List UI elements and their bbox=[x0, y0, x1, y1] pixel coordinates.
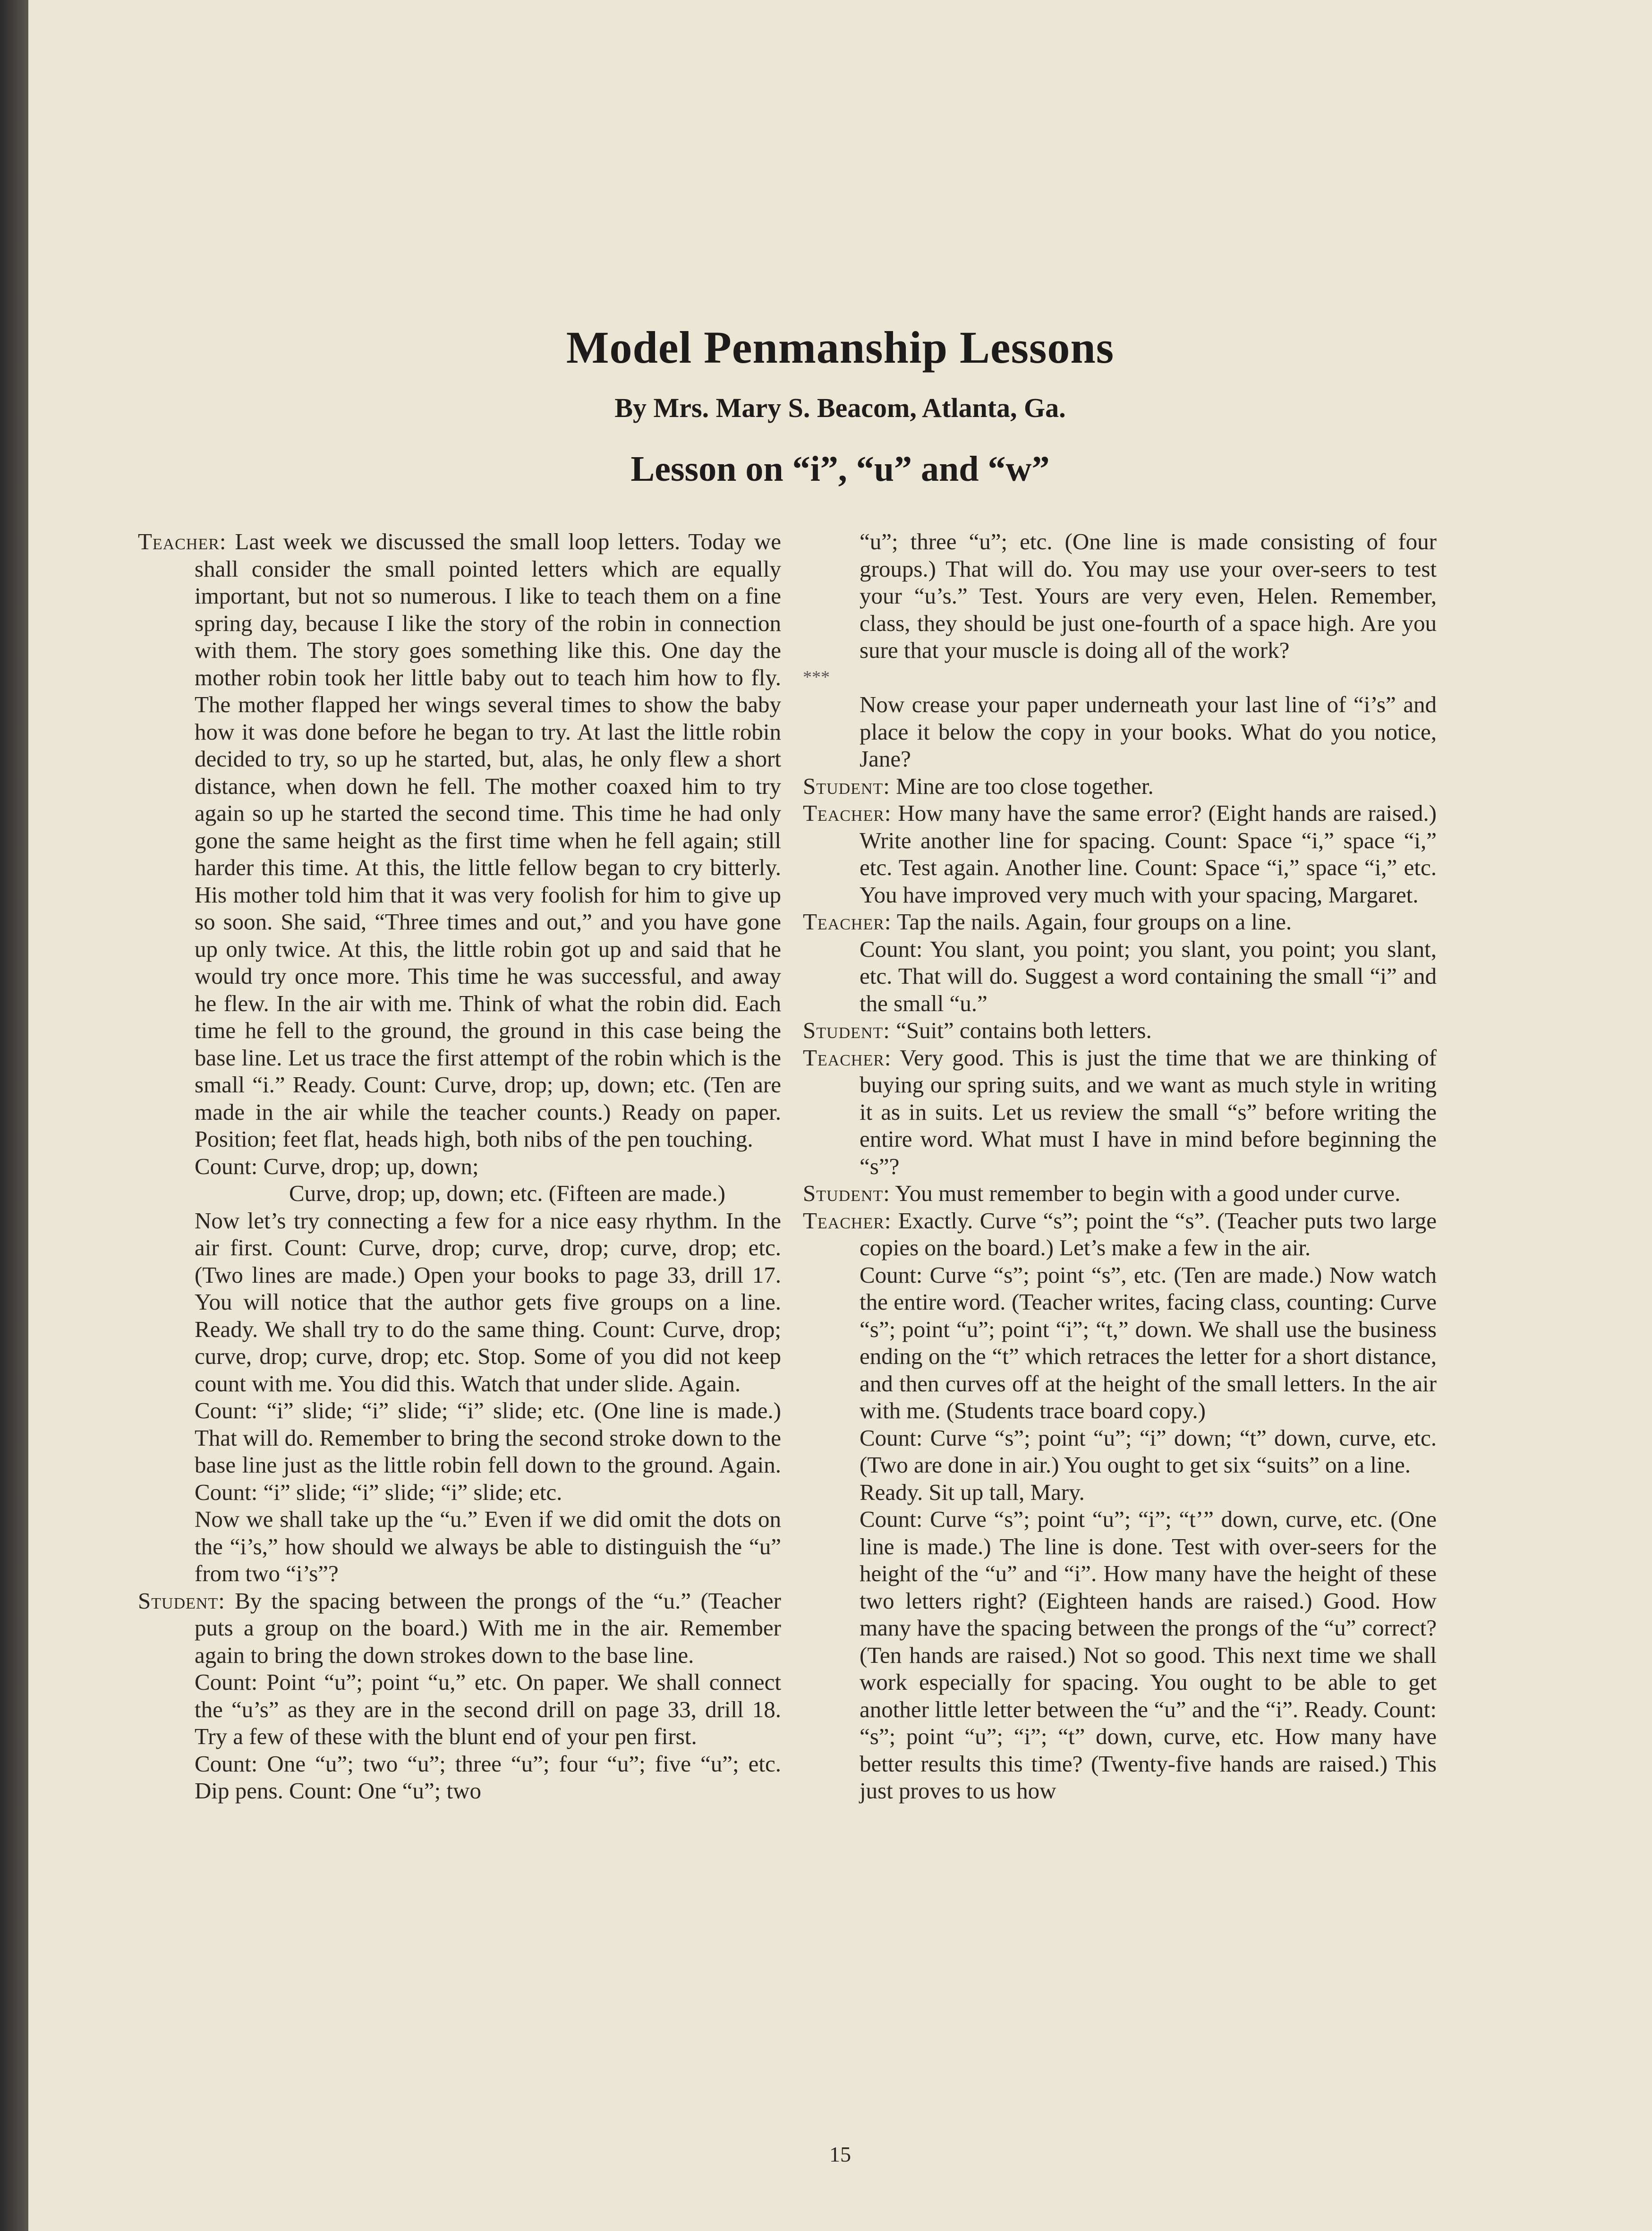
paragraph bbox=[803, 1424, 1437, 1479]
paragraph bbox=[138, 1750, 781, 1805]
article-byline: By Mrs. Mary S. Beacom, Atlanta, Ga. bbox=[614, 392, 1066, 423]
speaker-label: Teacher: bbox=[803, 1207, 892, 1234]
paragraph-text: “u”; three “u”; etc. (One line is made consisting of four groups.) That will do. You may use your over-seers to test your “u’s.” Test. Yours are very even, Helen. Remember, class, they should be just one-fourth of a space high. Are you sure that your muscle is doing all of the work? bbox=[860, 528, 1437, 663]
paragraph bbox=[803, 1261, 1437, 1424]
paragraph bbox=[138, 1397, 781, 1506]
paragraph-text: Now let’s try connecting a few for a nice easy rhythm. In the air first. Count: Curve, drop; curve, drop; curve, drop; etc. (Two lines are made.) Open your books to page 33, drill 17. You will notice that the author gets five groups on a line. Ready. We shall try to do the same thing. Count: Curve, drop; curve, drop; curve, drop; etc. Stop. Some of you did not keep count with me. You did this. Watch that under slide. Again. bbox=[195, 1207, 781, 1397]
paragraph bbox=[138, 1153, 781, 1180]
paragraph-text: How many have the same error? (Eight hands are raised.) Write another line for spacing. Count: Space “i,” space “i,” etc. Test again. Another line. Count: Space “i,” space “i,” etc. You have improved very much with your spacing, Margaret. bbox=[860, 800, 1437, 908]
section-divider bbox=[803, 664, 1437, 691]
paragraph bbox=[803, 1017, 1437, 1044]
paragraph bbox=[138, 1506, 781, 1587]
paragraph-text: “Suit” contains both letters. bbox=[890, 1017, 1152, 1043]
paragraph bbox=[803, 1479, 1437, 1506]
paragraph-text: Mine are too close together. bbox=[890, 773, 1154, 799]
paragraph-text: Count: You slant, you point; you slant, you point; you slant, etc. That will do. Suggest a word containing the small “i” and the small “u.” bbox=[860, 936, 1437, 1016]
speaker-label: Student: bbox=[138, 1587, 225, 1614]
speaker-label: Teacher: bbox=[803, 800, 892, 826]
paragraph-text: You must remember to begin with a good under curve. bbox=[890, 1180, 1401, 1206]
page-number: 15 bbox=[829, 2142, 851, 2166]
left-text-column bbox=[138, 528, 781, 1805]
paragraph bbox=[138, 1207, 781, 1397]
page-gutter-shadow bbox=[0, 0, 28, 2231]
paragraph-text: Count: Curve “s”; point “u”; “i”; “t’” down, curve, etc. (One line is made.) The line is done. Test with over-seers for the height of the “u” and “i”. How many have the height of these two letters right? (Eighteen hands are raised.) Good. How many have the spacing between the prongs of the “u” correct? (Ten hands are raised.) Not so good. This next time we shall work especially for spacing. You ought to be able to get another little letter between the “u” and the “i”. Ready. Count: “s”; point “u”; “i”; “t” down, curve, etc. How many have better results this time? (Twenty-five hands are raised.) This just proves to us how bbox=[860, 1506, 1437, 1804]
paragraph bbox=[138, 1180, 781, 1207]
paragraph-text: Count: Curve “s”; point “u”; “i” down; “t” down, curve, etc. (Two are done in air.) You ought to get six “suits” on a line. bbox=[860, 1424, 1437, 1478]
speaker-label: Teacher: bbox=[803, 1044, 892, 1071]
paragraph bbox=[803, 1506, 1437, 1805]
paragraph bbox=[803, 1207, 1437, 1261]
speaker-label: Student: bbox=[803, 773, 890, 799]
paragraph-text: Count: “i” slide; “i” slide; “i” slide; etc. (One line is made.) That will do. Remember to bring the second stroke down to the base line just as the little robin fell down to the ground. Again. Count: “i” slide; “i” slide; “i” slide; etc. bbox=[195, 1397, 781, 1505]
paragraph bbox=[138, 528, 781, 1153]
speaker-label: Student: bbox=[803, 1017, 890, 1043]
paragraph-text: Last week we discussed the small loop letters. Today we shall consider the small pointed letters which are equally important, but not so numerous. I like to teach them on a fine spring day, because I like the story of the robin in connection with them. The story goes something like this. One day the mother robin took her little baby out to teach him how to fly. The mother flapped her wings several times to show the baby how it was done before he began to try. At last the little robin decided to try, so up he started, but, alas, he only flew a short distance, when down he fell. The mother coaxed him to try again so up he started the second time. This time he had only gone the same height as the first time when he fell again; still harder this time. At this, the little fellow began to cry bitterly. His mother told him that it was very foolish for him to give up so soon. She said, “Three times and out,” and you have gone up only twice. At this, the little robin got up and said that he would try once more. This time he was successful, and away he flew. In the air with me. Think of what the robin did. Each time he fell to the ground, the ground in this case being the base line. Let us trace the first attempt of the robin which is the small “i.” Ready. Count: Curve, drop; up, down; etc. (Ten are made in the air while the teacher counts.) Ready on paper. Position; feet flat, heads high, both nibs of the pen touching. bbox=[195, 528, 781, 1152]
paragraph-text: Count: Curve, drop; up, down; bbox=[195, 1153, 479, 1179]
paragraph-text: Ready. Sit up tall, Mary. bbox=[860, 1479, 1085, 1505]
paragraph bbox=[803, 691, 1437, 773]
lesson-heading: Lesson on “i”, “u” and “w” bbox=[630, 449, 1050, 489]
speaker-label: Student: bbox=[803, 1180, 890, 1206]
paragraph-text: Count: Point “u”; point “u,” etc. On paper. We shall connect the “u’s” as they are in the second drill on page 33, drill 18. Try a few of these with the blunt end of your pen first. bbox=[195, 1669, 781, 1749]
paragraph bbox=[803, 908, 1437, 936]
paragraph-text: Now crease your paper underneath your last line of “i’s” and place it below the copy in your books. What do you notice, Jane? bbox=[860, 691, 1437, 772]
paragraph bbox=[803, 528, 1437, 664]
speaker-label: Teacher: bbox=[803, 909, 892, 935]
page-paper bbox=[28, 0, 1652, 2231]
paragraph bbox=[803, 936, 1437, 1017]
paragraph-text: Exactly. Curve “s”; point the “s”. (Teacher puts two large copies on the board.) Let’s make a few in the air. bbox=[860, 1207, 1437, 1260]
paragraph-text: *** bbox=[803, 667, 830, 687]
paragraph-text: Tap the nails. Again, four groups on a line. bbox=[891, 909, 1292, 935]
paragraph-text: Count: One “u”; two “u”; three “u”; four “u”; five “u”; etc. Dip pens. Count: One “u”; two bbox=[195, 1750, 781, 1804]
paragraph bbox=[138, 1587, 781, 1669]
article-title: Model Penmanship Lessons bbox=[566, 322, 1115, 373]
paragraph bbox=[803, 1044, 1437, 1180]
paragraph bbox=[138, 1669, 781, 1750]
paragraph-text: Very good. This is just the time that we are thinking of buying our spring suits, and we want as much style in writing it as in suits. Let us review the small “s” before writing the entire word. What must I have in mind before beginning the “s”? bbox=[860, 1044, 1437, 1179]
paragraph bbox=[803, 773, 1437, 800]
paragraph bbox=[803, 800, 1437, 908]
right-text-column bbox=[803, 528, 1437, 1805]
paragraph-text: Now we shall take up the “u.” Even if we did omit the dots on the “i’s,” how should we always be able to distinguish the “u” from two “i’s”? bbox=[195, 1506, 781, 1586]
speaker-label: Teacher: bbox=[138, 528, 227, 554]
paragraph-text: By the spacing between the prongs of the “u.” (Teacher puts a group on the board.) With me in the air. Remember again to bring the down strokes down to the base line. bbox=[195, 1587, 781, 1668]
paragraph-text: Count: Curve “s”; point “s”, etc. (Ten are made.) Now watch the entire word. (Teacher writes, facing class, counting: Curve “s”; point “u”; point “i”; “t,” down. We shall use the business ending on the “t” which retraces the letter for a short distance, and then curves off at the height of the small letters. In the air with me. (Students trace board copy.) bbox=[860, 1261, 1437, 1423]
paragraph bbox=[803, 1180, 1437, 1207]
paragraph-text: Curve, drop; up, down; etc. (Fifteen are made.) bbox=[289, 1180, 725, 1206]
